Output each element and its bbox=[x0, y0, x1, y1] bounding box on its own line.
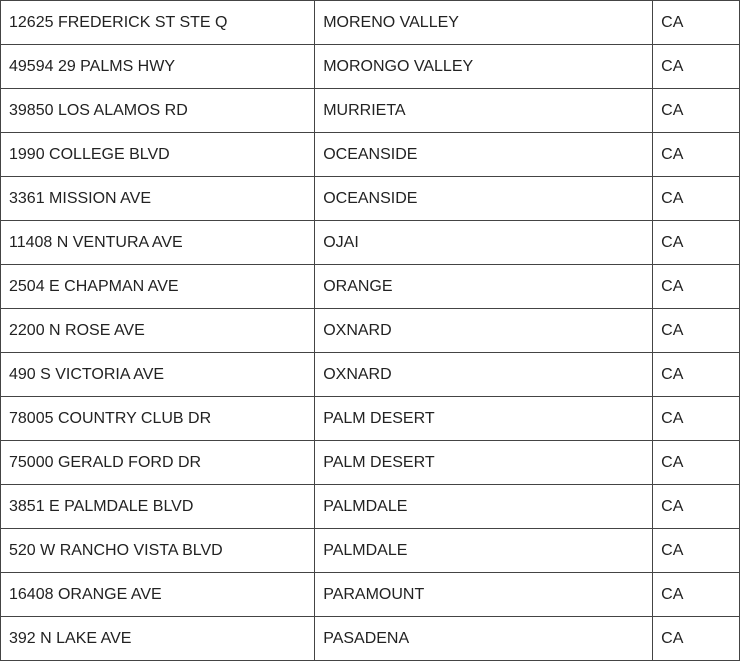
street-cell: 75000 GERALD FORD DR bbox=[1, 441, 315, 485]
street-cell: 2504 E CHAPMAN AVE bbox=[1, 265, 315, 309]
street-cell: 16408 ORANGE AVE bbox=[1, 573, 315, 617]
city-cell: PALMDALE bbox=[315, 529, 653, 573]
table-row bbox=[1, 397, 740, 441]
street-cell: 11408 N VENTURA AVE bbox=[1, 221, 315, 265]
street-cell: 78005 COUNTRY CLUB DR bbox=[1, 397, 315, 441]
city-cell: MORENO VALLEY bbox=[315, 1, 653, 45]
table-row bbox=[1, 133, 740, 177]
city-cell: OXNARD bbox=[315, 353, 653, 397]
table-row bbox=[1, 617, 740, 661]
table-row bbox=[1, 485, 740, 529]
street-cell: 49594 29 PALMS HWY bbox=[1, 45, 315, 89]
street-cell: 39850 LOS ALAMOS RD bbox=[1, 89, 315, 133]
state-cell: CA bbox=[653, 309, 740, 353]
table-row bbox=[1, 177, 740, 221]
city-cell: OXNARD bbox=[315, 309, 653, 353]
city-cell: PASADENA bbox=[315, 617, 653, 661]
state-cell: CA bbox=[653, 529, 740, 573]
table-row bbox=[1, 529, 740, 573]
table-row bbox=[1, 1, 740, 45]
city-cell: OCEANSIDE bbox=[315, 177, 653, 221]
state-cell: CA bbox=[653, 485, 740, 529]
table-row bbox=[1, 45, 740, 89]
state-cell: CA bbox=[653, 221, 740, 265]
city-cell: PALM DESERT bbox=[315, 397, 653, 441]
city-cell: MORONGO VALLEY bbox=[315, 45, 653, 89]
state-cell: CA bbox=[653, 133, 740, 177]
state-cell: CA bbox=[653, 45, 740, 89]
table-row bbox=[1, 89, 740, 133]
city-cell: ORANGE bbox=[315, 265, 653, 309]
city-cell: PALM DESERT bbox=[315, 441, 653, 485]
table-row bbox=[1, 441, 740, 485]
street-cell: 3851 E PALMDALE BLVD bbox=[1, 485, 315, 529]
city-cell: PARAMOUNT bbox=[315, 573, 653, 617]
table-row bbox=[1, 309, 740, 353]
state-cell: CA bbox=[653, 441, 740, 485]
street-cell: 12625 FREDERICK ST STE Q bbox=[1, 1, 315, 45]
street-cell: 2200 N ROSE AVE bbox=[1, 309, 315, 353]
street-cell: 520 W RANCHO VISTA BLVD bbox=[1, 529, 315, 573]
city-cell: PALMDALE bbox=[315, 485, 653, 529]
state-cell: CA bbox=[653, 617, 740, 661]
city-cell: OJAI bbox=[315, 221, 653, 265]
state-cell: CA bbox=[653, 177, 740, 221]
street-cell: 392 N LAKE AVE bbox=[1, 617, 315, 661]
table-row bbox=[1, 221, 740, 265]
table-row bbox=[1, 265, 740, 309]
table-row bbox=[1, 573, 740, 617]
state-cell: CA bbox=[653, 397, 740, 441]
state-cell: CA bbox=[653, 353, 740, 397]
street-cell: 1990 COLLEGE BLVD bbox=[1, 133, 315, 177]
address-table-body bbox=[1, 1, 740, 661]
street-cell: 3361 MISSION AVE bbox=[1, 177, 315, 221]
city-cell: MURRIETA bbox=[315, 89, 653, 133]
state-cell: CA bbox=[653, 573, 740, 617]
state-cell: CA bbox=[653, 89, 740, 133]
city-cell: OCEANSIDE bbox=[315, 133, 653, 177]
street-cell: 490 S VICTORIA AVE bbox=[1, 353, 315, 397]
table-row bbox=[1, 353, 740, 397]
state-cell: CA bbox=[653, 265, 740, 309]
state-cell: CA bbox=[653, 1, 740, 45]
